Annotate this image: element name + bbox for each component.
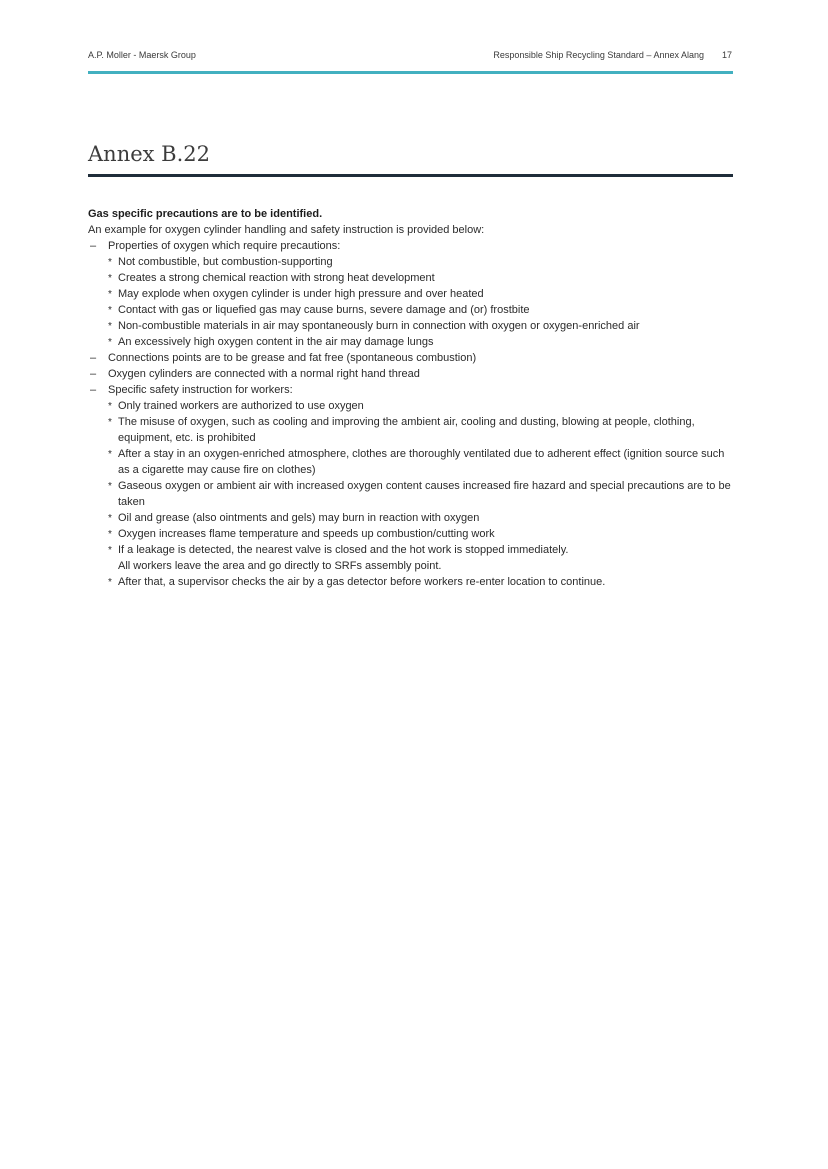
list-item: * Only trained workers are authorized to use oxygen xyxy=(88,398,733,414)
list-item: * Contact with gas or liquefied gas may cause burns, severe damage and (or) frostbite xyxy=(88,302,733,318)
instructions-sublist xyxy=(88,398,733,590)
list-item: * Oil and grease (also ointments and gels) may burn in reaction with oxygen xyxy=(88,510,733,526)
list-item: * After a stay in an oxygen-enriched atmosphere, clothes are thoroughly ventilated due to adherent effect (ignition source such as a cigarette may cause fire on clothes) xyxy=(88,446,733,478)
header-document-title xyxy=(493,50,732,60)
list-item: * An excessively high oxygen content in the air may damage lungs xyxy=(88,334,733,350)
header-document-name: Responsible Ship Recycling Standard – Annex Alang xyxy=(493,50,704,60)
list-item: * Not combustible, but combustion-supporting xyxy=(88,254,733,270)
instructions-label: Specific safety instruction for workers: xyxy=(108,384,293,396)
list-item: * Oxygen increases flame temperature and speeds up combustion/cutting work xyxy=(88,526,733,542)
list-item: * Gaseous oxygen or ambient air with increased oxygen content causes increased fire hazard and special precautions are to be taken xyxy=(88,478,733,510)
dash-list xyxy=(88,238,733,590)
list-item-instructions xyxy=(88,382,733,590)
page-number: 17 xyxy=(721,50,732,60)
section-heading: Gas specific precautions are to be identified. xyxy=(88,208,323,220)
title-rule xyxy=(88,174,733,177)
list-item: * After that, a supervisor checks the air by a gas detector before workers re-enter location to continue. xyxy=(88,574,733,590)
properties-sublist xyxy=(88,254,733,350)
leakage-line-2: All workers leave the area and go directly to SRFs assembly point. xyxy=(118,560,442,572)
header-company: A.P. Moller - Maersk Group xyxy=(88,50,196,60)
list-item-properties xyxy=(88,238,733,350)
header-rule xyxy=(88,71,733,74)
list-item: * The misuse of oxygen, such as cooling and improving the ambient air, cooling and dusting, blowing at people, clothing, equipment, etc. is prohibited xyxy=(88,414,733,446)
page-title: Annex B.22 xyxy=(88,142,210,166)
body-content xyxy=(88,206,733,590)
list-item-cylinders: – Oxygen cylinders are connected with a normal right hand thread xyxy=(88,366,733,382)
intro-text: An example for oxygen cylinder handling and safety instruction is provided below: xyxy=(88,224,485,236)
list-item-leakage xyxy=(88,542,733,574)
leakage-line-1: If a leakage is detected, the nearest valve is closed and the hot work is stopped immediately. xyxy=(118,544,569,556)
list-item: * Non-combustible materials in air may spontaneously burn in connection with oxygen or oxygen-enriched air xyxy=(88,318,733,334)
properties-label: Properties of oxygen which require precautions: xyxy=(108,240,341,252)
list-item: * May explode when oxygen cylinder is under high pressure and over heated xyxy=(88,286,733,302)
list-item-connections: – Connections points are to be grease and fat free (spontaneous combustion) xyxy=(88,350,733,366)
list-item: * Creates a strong chemical reaction with strong heat development xyxy=(88,270,733,286)
